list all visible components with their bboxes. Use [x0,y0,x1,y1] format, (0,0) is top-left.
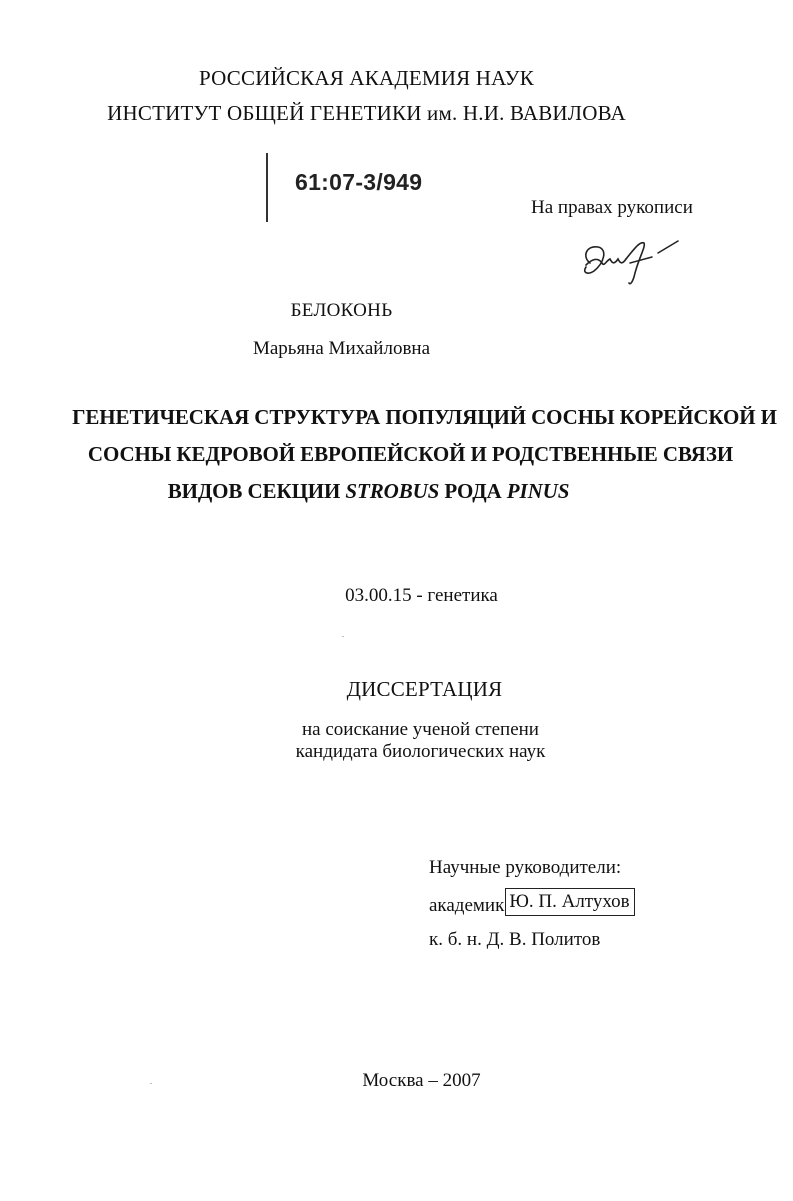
author-given-names: Марьяна Михайловна [252,338,431,359]
supervisors-heading: Научные руководители: [429,857,622,878]
supervisor-1-name-box: Ю. П. Алтухов [505,888,634,916]
library-stamp-code: 61:07-3/949 [295,169,423,195]
specialty-code: 03.00.15 - генетика [345,585,498,606]
degree-line-2: кандидата биологических наук [295,741,546,762]
document-type: ДИССЕРТАЦИЯ [346,677,503,701]
thesis-title-line-3 [0,479,765,504]
institute-name: ИНСТИТУТ ОБЩЕЙ ГЕНЕТИКИ им. Н.И. ВАВИЛОВА [107,101,626,125]
thesis-title-line-2: СОСНЫ КЕДРОВОЙ ЕВРОПЕЙСКОЙ И РОДСТВЕННЫЕ СВЯЗИ [87,442,734,466]
author-surname: БЕЛОКОНЬ [290,300,393,321]
stamp-margin-line [266,153,268,222]
supervisor-1-title: академик [429,895,505,916]
title-line-3-prefix: ВИДОВ СЕКЦИИ [167,479,346,503]
handwritten-signature [574,233,684,288]
supervisor-row-1 [429,892,635,920]
scan-speck [342,636,344,637]
title-genus-name: PINUS [506,479,570,503]
academy-name: РОССИЙСКАЯ АКАДЕМИЯ НАУК [199,66,534,90]
title-line-3-middle: РОДА [439,479,507,503]
manuscript-rights-note: На правах рукописи [531,197,693,218]
city-year: Москва – 2007 [362,1070,481,1091]
degree-line-1: на соискание ученой степени [302,719,539,740]
scan-speck [150,1083,152,1084]
thesis-title-line-1: ГЕНЕТИЧЕСКАЯ СТРУКТУРА ПОПУЛЯЦИЙ СОСНЫ КОРЕЙСКОЙ И [72,405,777,429]
title-section-name: STROBUS [345,479,440,503]
supervisor-row-2: к. б. н. Д. В. Политов [429,929,601,950]
